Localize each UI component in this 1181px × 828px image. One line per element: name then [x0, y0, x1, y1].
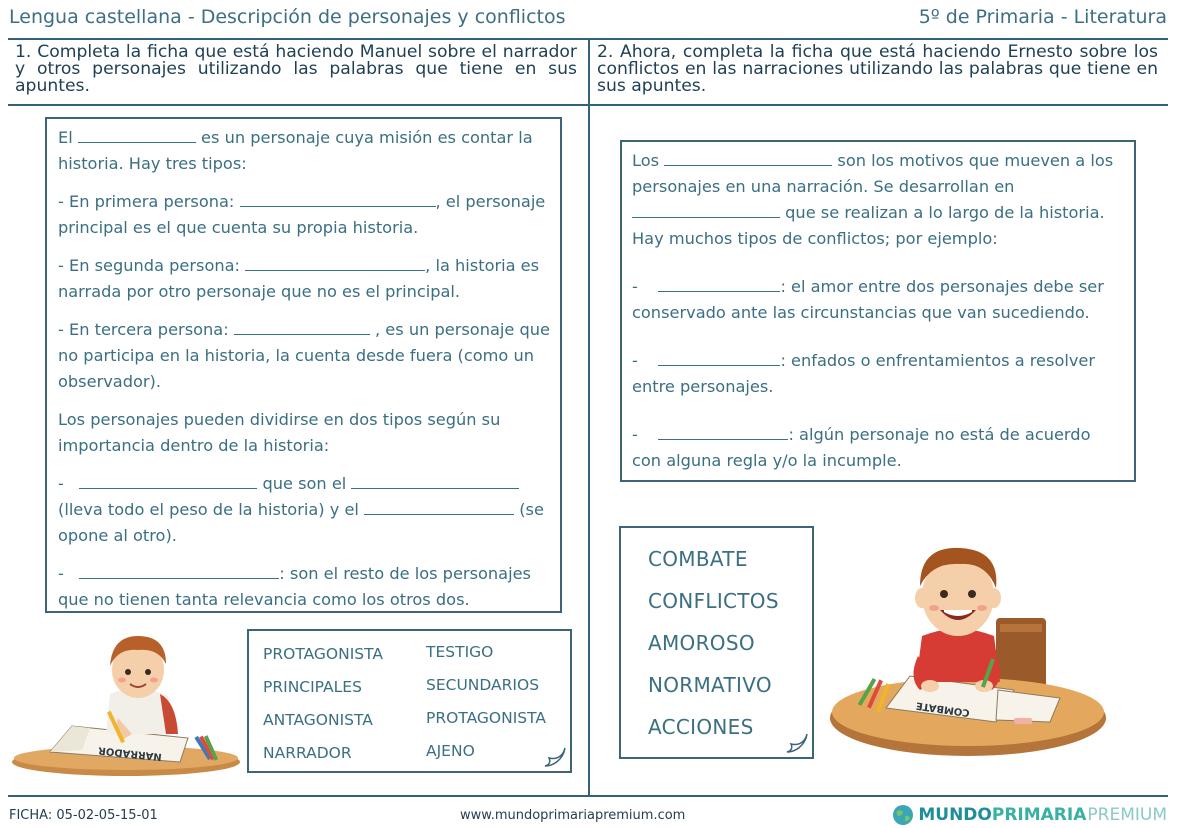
- blank-narrador[interactable]: [78, 127, 196, 143]
- fight-conflict-paragraph: - : enfados o enfrentamientos a resolver entre personajes.: [632, 351, 1096, 396]
- blank-third-person[interactable]: [234, 319, 370, 335]
- exercise1-instruction: 1. Completa la ficha que está haciendo Manuel sobre el narrador y otros personajes utilizando las palabras que tiene en sus apuntes.: [15, 42, 577, 96]
- word-item: NORMATIVO: [648, 673, 772, 697]
- blank-antagonista[interactable]: [364, 499, 514, 515]
- word-item: PRINCIPALES: [263, 678, 362, 696]
- conflicts-paragraph: Los son los motivos que mueven a los personajes en una narración. Se desarrollan en que se realizan a lo largo de la historia. Hay muchos tipos de conflictos; por ejemplo:: [632, 151, 1114, 248]
- first-person-paragraph: - En primera persona: , el personaje principal es el que cuenta su propia historia.: [58, 192, 546, 237]
- exercise1-word-box: [247, 629, 572, 773]
- blank-secundarios[interactable]: [79, 563, 279, 579]
- blank-amoroso[interactable]: [658, 276, 780, 292]
- exercise2-word-box: [619, 526, 814, 759]
- website-link[interactable]: www.mundoprimariapremium.com: [460, 808, 686, 823]
- word-item: PROTAGONISTA: [263, 645, 383, 663]
- word-item: TESTIGO: [426, 643, 494, 661]
- boy-with-notebook-illustration: [828, 540, 1114, 766]
- love-conflict-paragraph: - : el amor entre dos personajes debe ser conservado ante las circunstancias que van sucediendo.: [632, 277, 1104, 322]
- word-item: CONFLICTOS: [648, 589, 779, 613]
- page-curl-icon: [785, 732, 809, 754]
- blank-normativo[interactable]: [658, 424, 788, 440]
- word-item: COMBATE: [648, 547, 748, 571]
- worksheet-title: Lengua castellana - Descripción de personajes y conflictos: [9, 6, 566, 28]
- notebook-label: NARRADOR: [97, 744, 163, 762]
- word-item: ANTAGONISTA: [263, 711, 373, 729]
- word-item: SECUNDARIOS: [426, 676, 540, 694]
- page-curl-icon: [543, 746, 567, 768]
- boy-writing-illustration: [10, 622, 242, 778]
- brand-logo: MUNDO PRIMARIA PREMIUM: [892, 804, 1167, 826]
- exercise2-instruction: 2. Ahora, completa la ficha que está haciendo Ernesto sobre los conflictos en las narraciones utilizando las palabras que tiene en sus apuntes.: [597, 42, 1158, 96]
- blank-combate[interactable]: [658, 350, 780, 366]
- worksheet-code: FICHA: 05-02-05-15-01: [9, 808, 158, 823]
- notebook-label: COMBATE: [915, 699, 971, 718]
- word-item: NARRADOR: [263, 744, 352, 762]
- blank-principales[interactable]: [79, 473, 257, 489]
- blank-acciones[interactable]: [632, 202, 780, 218]
- exercise1-text-box: [45, 117, 562, 613]
- globe-icon: [892, 804, 914, 826]
- column-divider: [588, 39, 590, 796]
- rule-conflict-paragraph: - : algún personaje no está de acuerdo con alguna regla y/o la incumple.: [632, 425, 1091, 470]
- word-item: AJENO: [426, 742, 475, 760]
- blank-second-person[interactable]: [245, 255, 425, 271]
- third-person-paragraph: - En tercera persona: , es un personaje que no participa en la historia, la cuenta desde fuera (como un observador).: [58, 320, 550, 391]
- blank-conflictos[interactable]: [664, 150, 832, 166]
- blank-first-person[interactable]: [240, 191, 436, 207]
- character-types-paragraph: Los personajes pueden dividirse en dos tipos según su importancia dentro de la historia:: [58, 410, 501, 455]
- secondary-characters-paragraph: - : son el resto de los personajes que no tienen tanta relevancia como los otros dos.: [58, 564, 531, 609]
- word-item: ACCIONES: [648, 715, 754, 739]
- narrator-paragraph: El es un personaje cuya misión es contar la historia. Hay tres tipos:: [58, 128, 533, 173]
- main-characters-paragraph: - que son el (lleva todo el peso de la historia) y el (se opone al otro).: [58, 474, 544, 545]
- blank-protagonista[interactable]: [351, 473, 519, 489]
- worksheet-level: 5º de Primaria - Literatura: [918, 6, 1167, 28]
- word-item: PROTAGONISTA: [426, 709, 546, 727]
- word-item: AMOROSO: [648, 631, 755, 655]
- exercise2-text-box: [620, 140, 1136, 482]
- second-person-paragraph: - En segunda persona: , la historia es narrada por otro personaje que no es el principal.: [58, 256, 540, 301]
